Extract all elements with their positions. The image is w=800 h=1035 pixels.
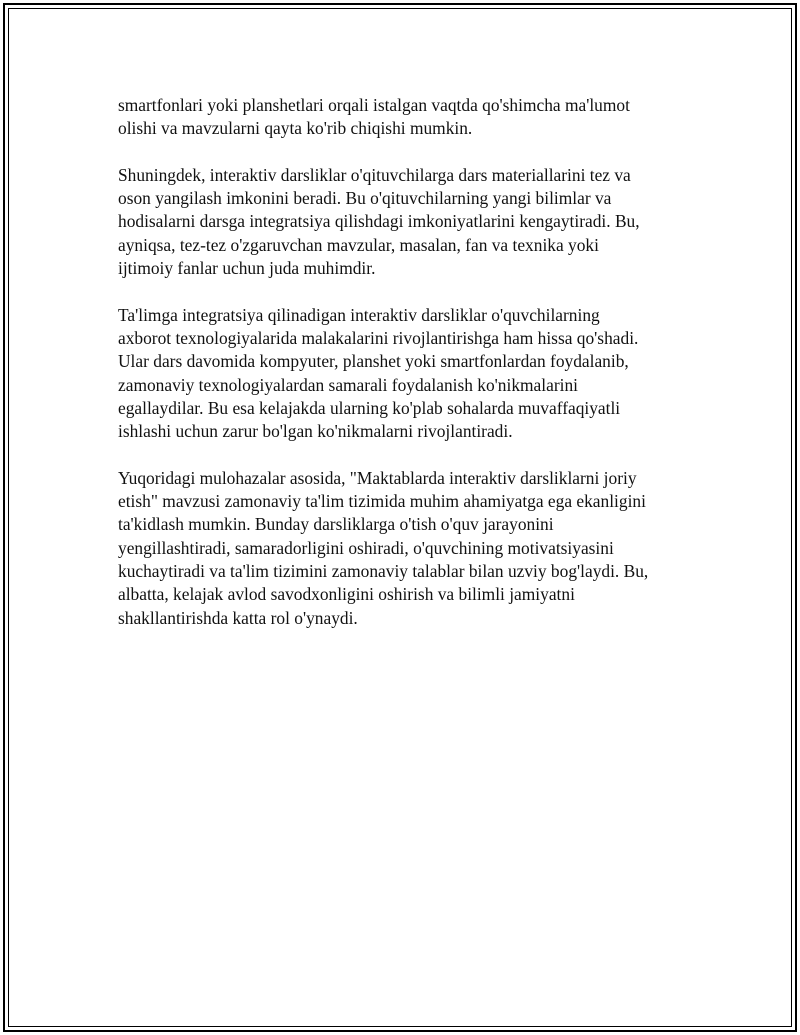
- text-line: ayniqsa, tez-tez o'zgaruvchan mavzular, masalan, fan va texnika yoki: [118, 234, 599, 255]
- text-line: kuchaytiradi va ta'lim tizimini zamonaviy talablar bilan uzviy bog'laydi. Bu,: [118, 560, 649, 581]
- paragraph-2: [118, 164, 698, 280]
- text-line: hodisalarni darsga integratsiya qilishdagi imkoniyatlarini kengaytiradi. Bu,: [118, 211, 640, 232]
- text-line: oson yangilash imkonini beradi. Bu o'qituvchilarning yangi bilimlar va: [118, 188, 612, 209]
- paragraph-3: [118, 304, 698, 444]
- text-line: yengillashtiradi, samaradorligini oshiradi, o'quvchining motivatsiyasini: [118, 537, 614, 558]
- text-line: axborot texnologiyalarida malakalarini rivojlantirishga ham hissa qo'shadi.: [118, 327, 639, 348]
- text-line: olishi va mavzularni qayta ko'rib chiqishi mumkin.: [118, 118, 473, 139]
- text-line: smartfonlari yoki planshetlari orqali istalgan vaqtda qo'shimcha ma'lumot: [118, 95, 630, 115]
- text-line: Ta'limga integratsiya qilinadigan interaktiv darsliklar o'quvchilarning: [118, 304, 600, 325]
- text-line: ishlashi uchun zarur bo'lgan ko'nikmalarni rivojlantiradi.: [118, 421, 513, 442]
- text-line: shakllantirishda katta rol o'ynaydi.: [118, 607, 358, 628]
- document-body: [118, 94, 698, 653]
- text-line: egallaydilar. Bu esa kelajakda ularning ko'plab sohalarda muvaffaqiyatli: [118, 397, 621, 418]
- text-line: Yuqoridagi mulohazalar asosida, "Maktablarda interaktiv darsliklarni joriy: [118, 467, 637, 488]
- paragraph-4: [118, 467, 698, 630]
- text-line: ta'kidlash mumkin. Bunday darsliklarga o'tish o'quv jarayonini: [118, 514, 554, 535]
- text-line: ijtimoiy fanlar uchun juda muhimdir.: [118, 258, 376, 279]
- text-line: Ular dars davomida kompyuter, planshet yoki smartfonlardan foydalanib,: [118, 351, 629, 372]
- text-line: zamonaviy texnologiyalardan samarali foydalanish ko'nikmalarini: [118, 374, 578, 395]
- text-line: Shuningdek, interaktiv darsliklar o'qituvchilarga dars materiallarini tez va: [118, 164, 631, 185]
- text-line: etish" mavzusi zamonaviy ta'lim tizimida muhim ahamiyatga ega ekanligini: [118, 491, 646, 512]
- paragraph-1: [118, 94, 698, 141]
- text-line: albatta, kelajak avlod savodxonligini oshirish va bilimli jamiyatni: [118, 584, 575, 605]
